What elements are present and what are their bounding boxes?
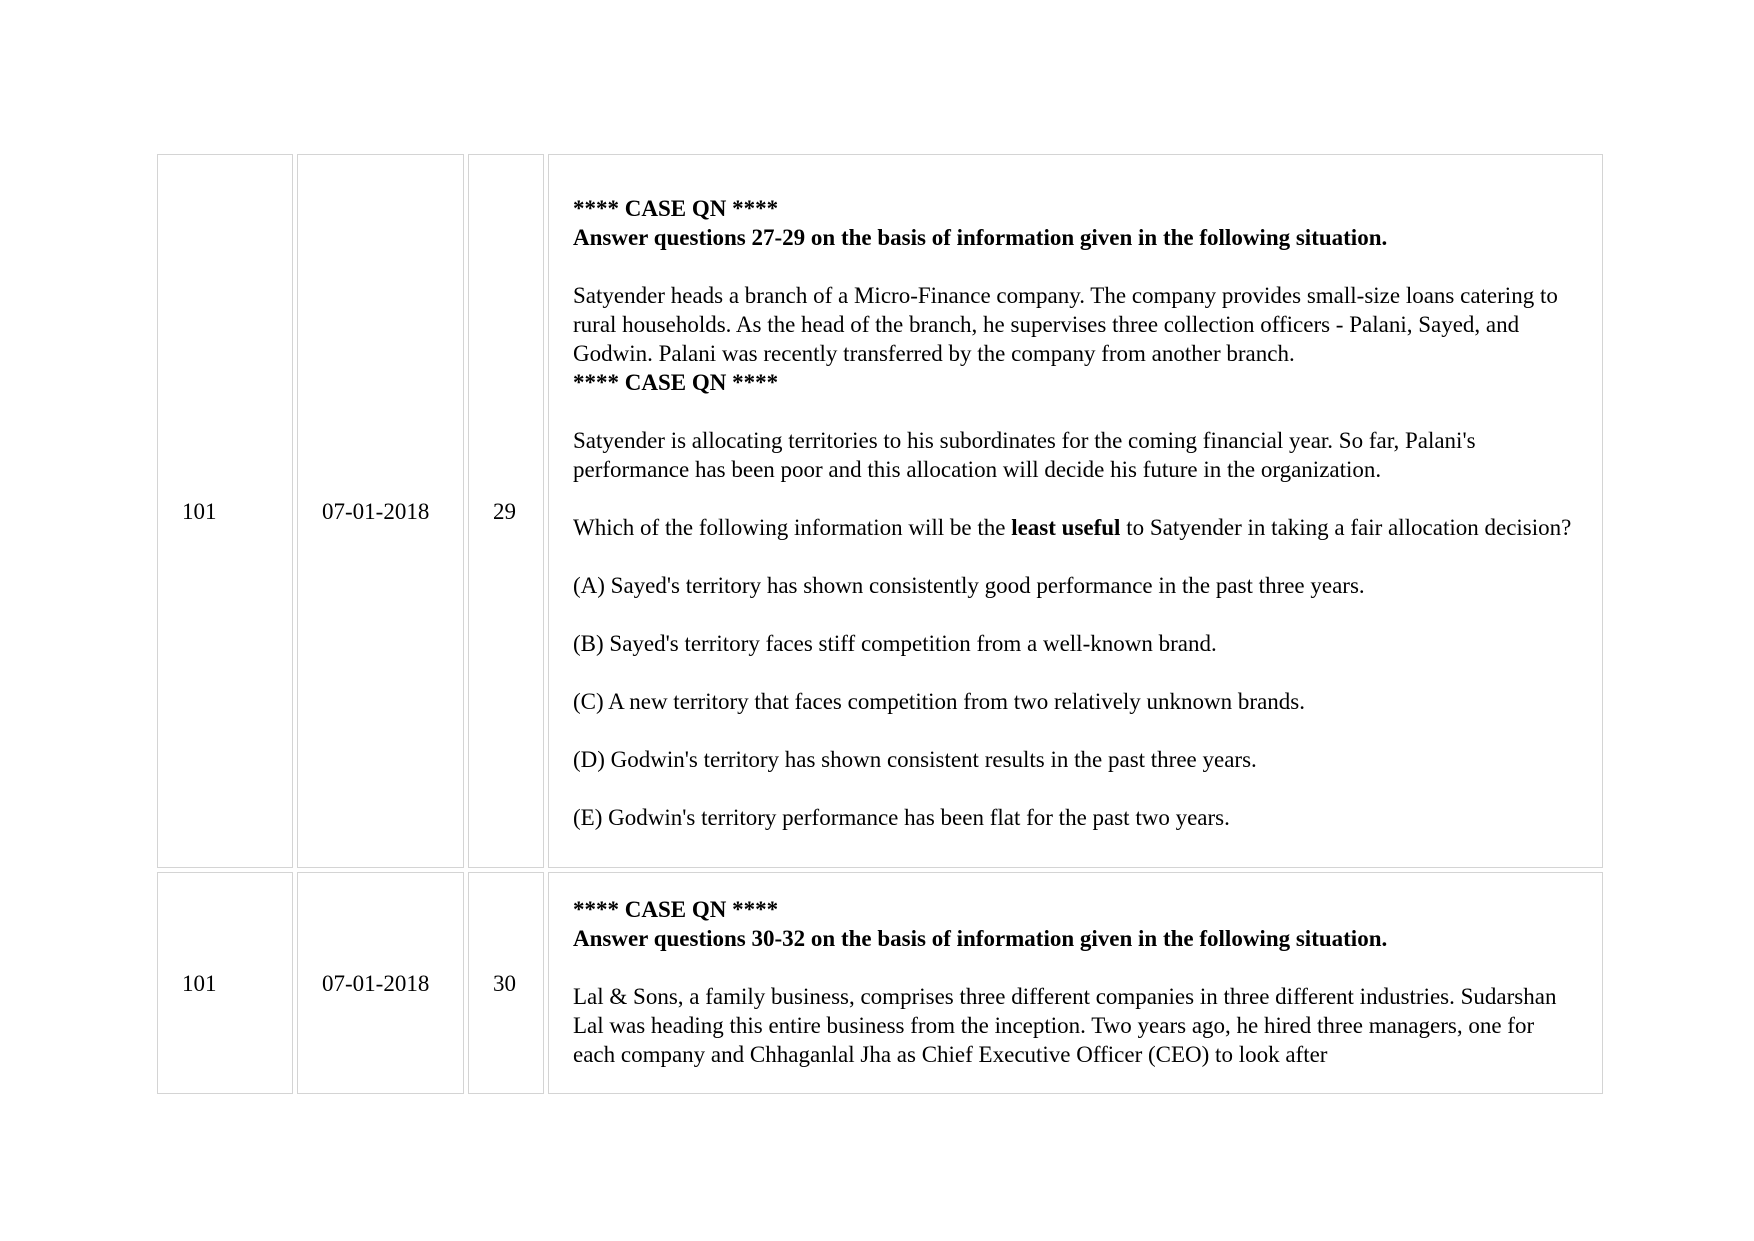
- date-cell: 07-01-2018: [297, 872, 464, 1094]
- option-d: (D) Godwin's territory has shown consistent results in the past three years.: [573, 746, 1257, 772]
- case-marker-open: **** CASE QN ****: [573, 195, 779, 221]
- paper-id-cell: 101: [157, 154, 293, 868]
- question-stem: Which of the following information will be the least useful to Satyender in taking a fair allocation decision?: [573, 514, 1572, 540]
- case-text: Lal & Sons, a family business, comprises three different companies in three different industries. Sudarshan Lal was heading this entire business from the inception. Two years ago, he hired three managers, one for each company and Chhaganlal Jha as Chief Executive Officer (CEO) to look after: [573, 984, 1557, 1067]
- option-b: (B) Sayed's territory faces stiff competition from a well-known brand.: [573, 630, 1217, 656]
- case-marker-close: **** CASE QN ****: [573, 369, 779, 395]
- case-marker-open: **** CASE QN ****: [573, 897, 779, 922]
- option-a: (A) Sayed's territory has shown consistently good performance in the past three years.: [573, 572, 1365, 598]
- question-body-cell: [548, 154, 1603, 868]
- option-e: (E) Godwin's territory performance has been flat for the past two years.: [573, 804, 1230, 830]
- question-body-cell: [548, 872, 1603, 1094]
- question-table: [153, 150, 1607, 1098]
- case-text-continued: Satyender is allocating territories to his subordinates for the coming financial year. So far, Palani's performance has been poor and this allocation will decide his future in the organization.: [573, 427, 1476, 482]
- table-row: [157, 154, 1603, 868]
- date-cell: 07-01-2018: [297, 154, 464, 868]
- question-emphasis: least useful: [1011, 514, 1121, 540]
- case-instruction: Answer questions 30-32 on the basis of information given in the following situation.: [573, 926, 1388, 951]
- option-c: (C) A new territory that faces competition from two relatively unknown brands.: [573, 688, 1305, 714]
- table-row: [157, 872, 1603, 1094]
- case-instruction: Answer questions 27-29 on the basis of information given in the following situation.: [573, 224, 1388, 250]
- question-number-cell: 30: [468, 872, 544, 1094]
- question-number-cell: 29: [468, 154, 544, 868]
- paper-id-cell: 101: [157, 872, 293, 1094]
- case-text: Satyender heads a branch of a Micro-Finance company. The company provides small-size loans catering to rural households. As the head of the branch, he supervises three collection officers - Palani, Sayed, and Godwin. Palani was recently transferred by the company from another branch.: [573, 282, 1558, 366]
